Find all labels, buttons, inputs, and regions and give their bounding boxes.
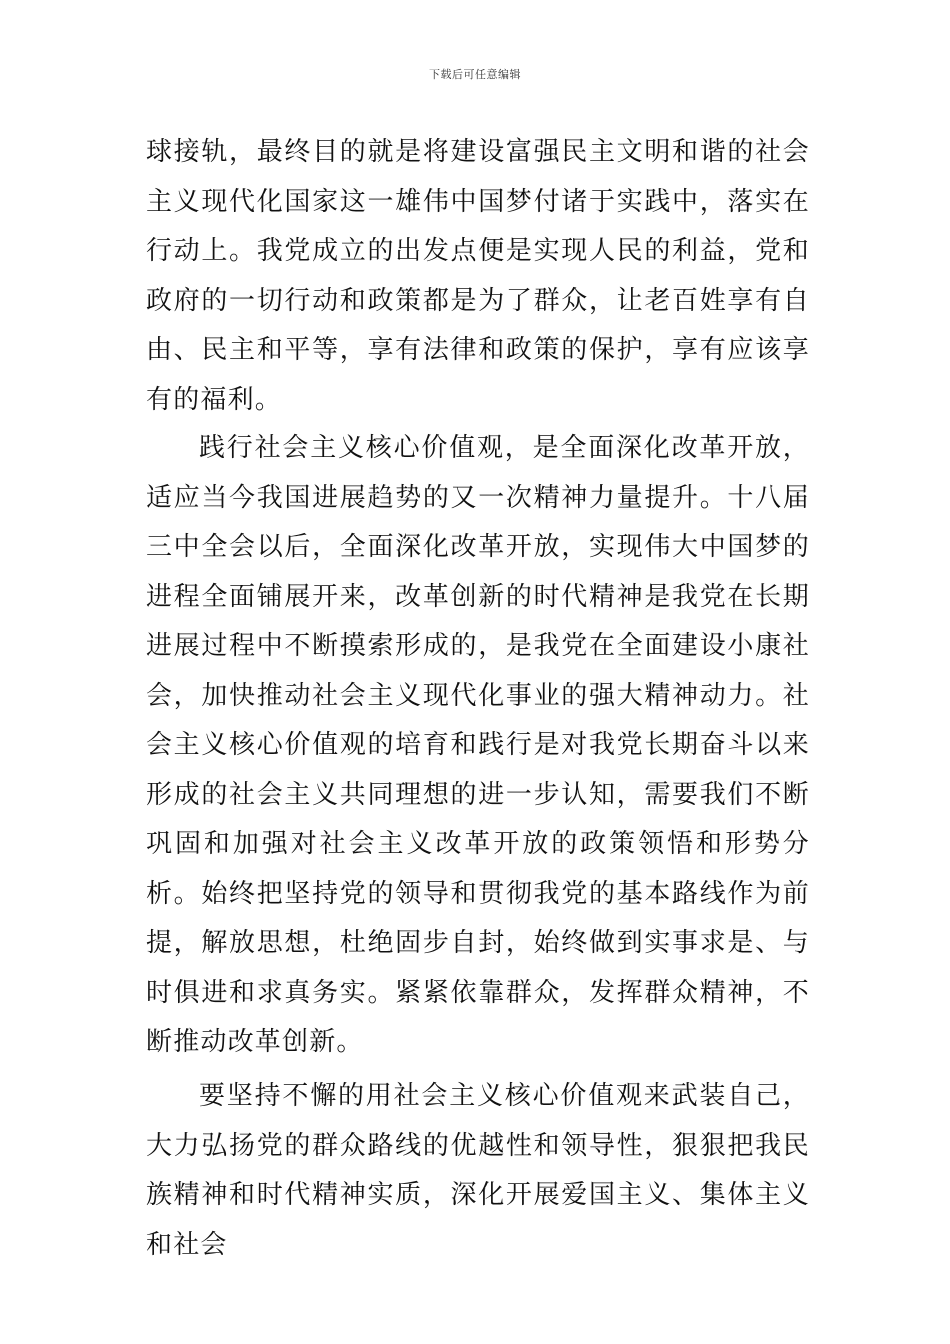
page-header-note: 下载后可任意编辑	[429, 68, 521, 81]
paragraph-persist: 要坚持不懈的用社会主义核心价值观来武装自己，大力弘扬党的群众路线的优越性和领导性，狠狠把我民族精神和时代精神实质，深化开展爱国主义、集体主义和社会	[146, 1081, 810, 1260]
paragraph-core-values: 践行社会主义核心价值观，是全面深化改革开放，适应当今我国进展趋势的又一次精神力量提升。十八届三中全会以后，全面深化改革开放，实现伟大中国梦的进程全面铺展开来，改革创新的时代精神是我党在长期进展过程中不断摸索形成的，是我党在全面建设小康社会，加快推动社会主义现代化事业的强大精神动力。社会主义核心价值观的培育和践行是对我党长期奋斗以来形成的社会主义共同理想的进一步认知，需要我们不断巩固和加强对社会主义改革开放的政策领悟和形势分析。始终把坚持党的领导和贯彻我党的基本路线作为前提，解放思想，杜绝固步自封，始终做到实事求是、与时俱进和求真务实。紧紧依靠群众，发挥群众精神，不断推动改革创新。	[146, 433, 810, 1057]
paragraph-continuation: 球接轨，最终目的就是将建设富强民主文明和谐的社会主义现代化国家这一雄伟中国梦付诸于实践中，落实在行动上。我党成立的出发点便是实现人民的利益，党和政府的一切行动和政策都是为了群众，让老百姓享有自由、民主和平等，享有法律和政策的保护，享有应该享有的福利。	[146, 137, 810, 415]
